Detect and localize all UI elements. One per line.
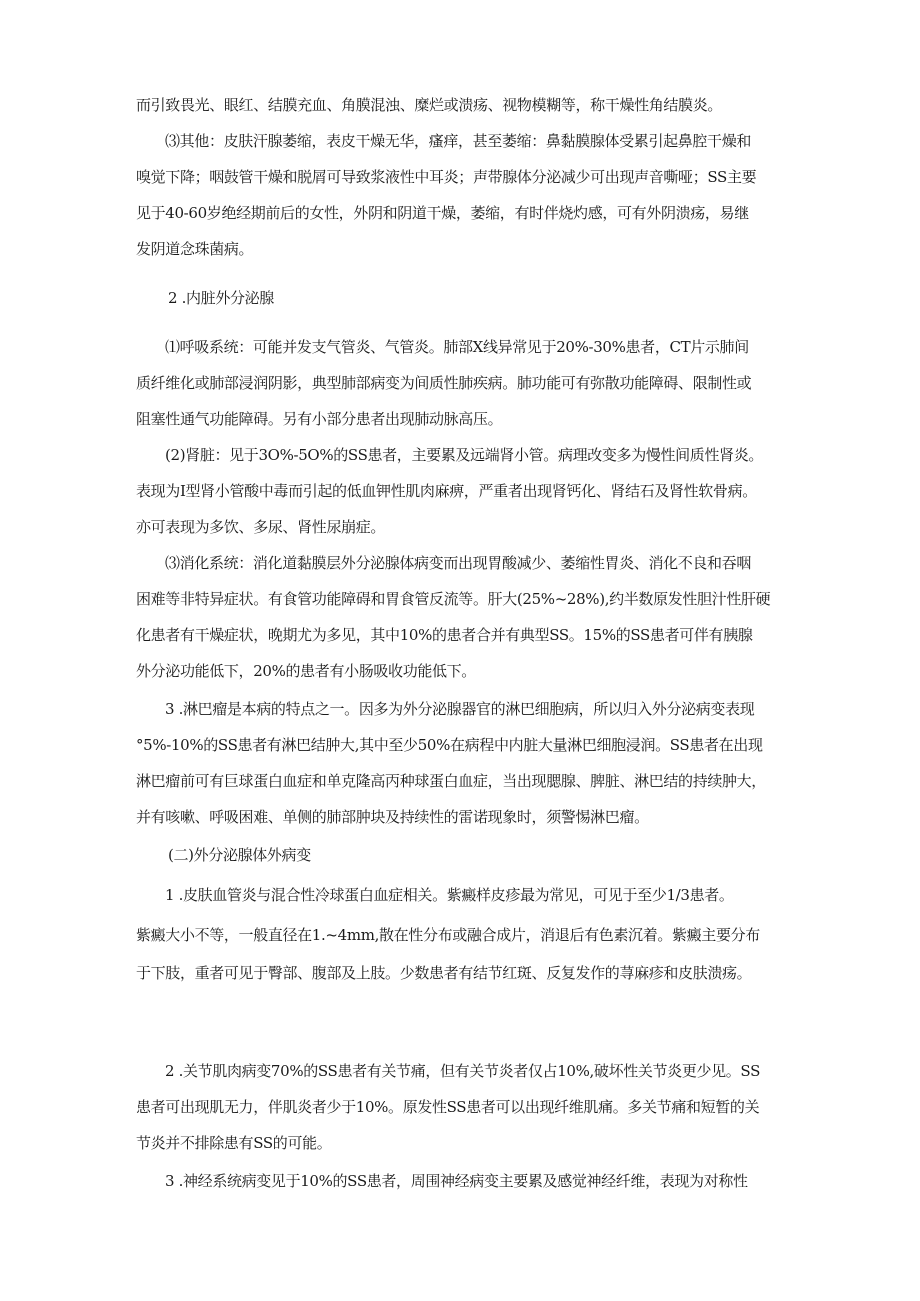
text-line: 化患者有干燥症状，晚期尤为多见，其中10%的患者合并有典型SS。15%的SS患者可伴有胰腺 (136, 626, 753, 644)
text-line: 嗅觉下降；咽鼓管干燥和脱屑可导致浆液性中耳炎；声带腺体分泌减少可出现声音嘶哑；SS主要 (136, 168, 757, 186)
text-line: 1 .皮肤血管炎与混合性冷球蛋白血症相关。紫癜样皮疹最为常见，可见于至少1/3患者。 (165, 886, 734, 904)
text-line: °5%-10%的SS患者有淋巴结肿大,其中至少50%在病程中内脏大量淋巴细胞浸润。SS患者在出现 (136, 736, 763, 754)
text-line: 节炎并不排除患有SS的可能。 (136, 1134, 332, 1152)
text-line: 3 .神经系统病变见于10%的SS患者，周围神经病变主要累及感觉神经纤维，表现为对称性 (165, 1172, 748, 1190)
text-line: 见于40-60岁绝经期前后的女性，外阴和阴道干燥，萎缩，有时伴烧灼感，可有外阴溃疡，易继 (136, 204, 749, 222)
text-line: 而引致畏光、眼红、结膜充血、角膜混浊、糜烂或溃疡、视物模糊等，称干燥性角结膜炎。 (136, 96, 723, 114)
text-line: 患者可出现肌无力，伴肌炎者少于10%。原发性SS患者可以出现纤维肌痛。多关节痛和短暂的关 (136, 1098, 760, 1116)
text-line: 3 .淋巴瘤是本病的特点之一。因多为外分泌腺器官的淋巴细胞病，所以归入外分泌病变表现 (165, 700, 755, 718)
text-line: ⑶消化系统：消化道黏膜层外分泌腺体病变而出现胃酸减少、萎缩性胃炎、消化不良和吞咽 (165, 554, 752, 572)
text-line: 淋巴瘤前可有巨球蛋白血症和单克隆高丙种球蛋白血症，当出现腮腺、脾脏、淋巴结的持续肿大， (136, 772, 766, 790)
section-heading: 2 .内脏外分泌腺 (168, 289, 274, 307)
section-heading: (二)外分泌腺体外病变 (168, 846, 311, 864)
text-line: 质纤维化或肺部浸润阴影，典型肺部病变为间质性肺疾病。肺功能可有弥散功能障碍、限制性或 (136, 374, 752, 392)
text-line: 2 .关节肌肉病变70%的SS患者有关节痛，但有关节炎者仅占10%,破坏性关节炎更少见。SS (165, 1062, 761, 1080)
text-line: 表现为I型肾小管酸中毒而引起的低血钾性肌肉麻痹，严重者出现肾钙化、肾结石及肾性软骨病。 (136, 482, 757, 500)
text-line: 阻塞性通气功能障碍。另有小部分患者出现肺动脉高压。 (136, 410, 503, 428)
text-line: ⑶其他：皮肤汗腺萎缩，表皮干燥无华，瘙痒，甚至萎缩：鼻黏膜腺体受累引起鼻腔干燥和 (165, 132, 752, 150)
text-line: 困难等非特异症状。有食管功能障碍和胃食管反流等。肝大(25%~28%),约半数原发性胆汁性肝硬 (136, 590, 771, 608)
text-line: ⑴呼吸系统：可能并发支气管炎、气管炎。肺部X线异常见于20%-30%患者，CT片示肺间 (165, 338, 749, 356)
text-line: 亦可表现为多饮、多尿、肾性尿崩症。 (136, 518, 386, 536)
text-line: 发阴道念珠菌病。 (136, 240, 254, 258)
text-line: 并有咳嗽、呼吸困难、单侧的肺部肿块及持续性的雷诺现象时，须警惕淋巴瘤。 (136, 808, 649, 826)
text-line: (2)肾脏：见于3O%-5O%的SS患者，主要累及远端肾小管。病理改变多为慢性间质性肾炎。 (165, 446, 764, 464)
text-line: 外分泌功能低下，20%的患者有小肠吸收功能低下。 (136, 662, 476, 680)
text-line: 于下肢，重者可见于臀部、腹部及上肢。少数患者有结节红斑、反复发作的荨麻疹和皮肤溃疡。 (136, 964, 752, 982)
text-line: 紫癜大小不等，一般直径在1.~4mm,散在性分布或融合成片，消退后有色素沉着。紫癜主要分布 (136, 926, 760, 944)
